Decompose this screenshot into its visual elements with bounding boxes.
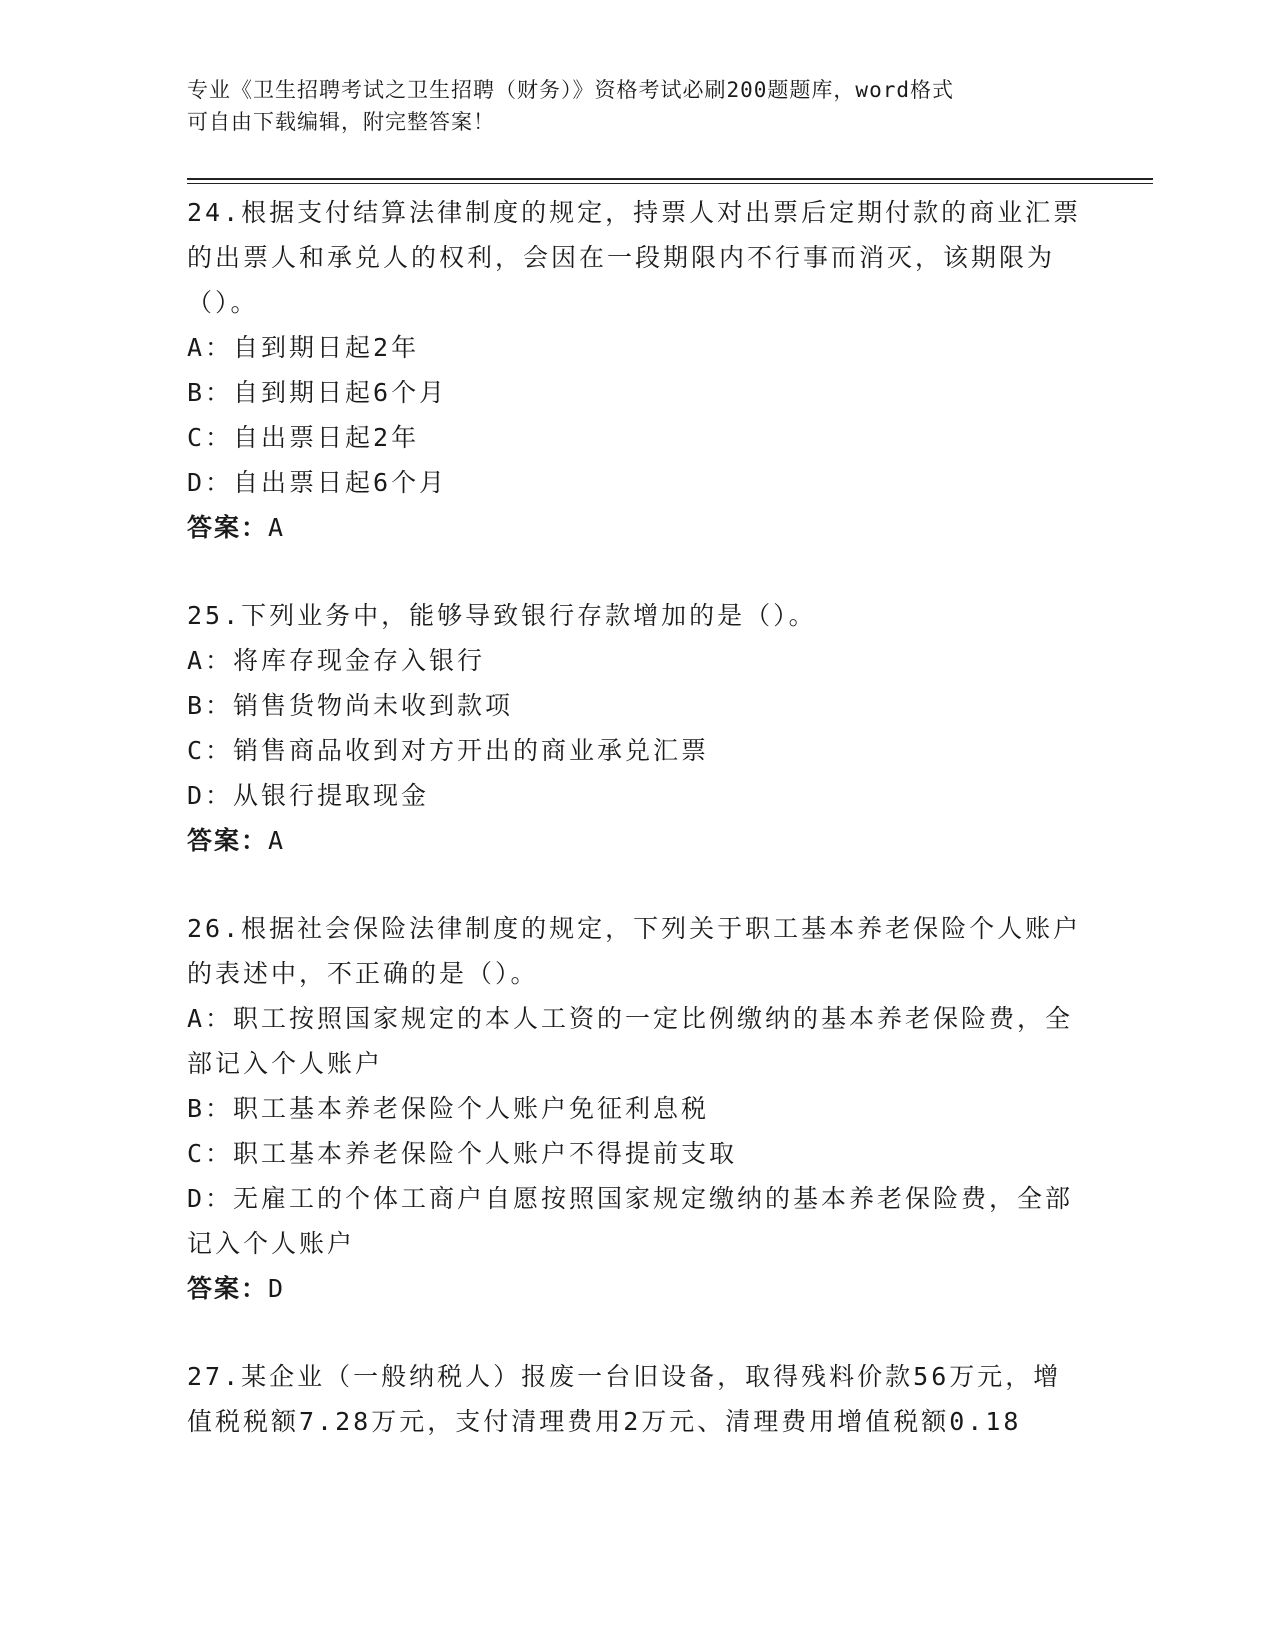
question-stem: 24.根据支付结算法律制度的规定，持票人对出票后定期付款的商业汇票的出票人和承兑人的权利，会因在一段期限内不行事而消灭，该期限为（）。 <box>187 198 1082 317</box>
option-a: A：自到期日起2年 <box>187 333 420 362</box>
header-line-1: 专业《卫生招聘考试之卫生招聘（财务）》资格考试必刷200题题库，word格式 <box>187 78 954 102</box>
option-c: C：职工基本养老保险个人账户不得提前支取 <box>187 1139 738 1168</box>
header-line-2: 可自由下载编辑，附完整答案！ <box>187 110 495 134</box>
option-c: C：自出票日起2年 <box>187 423 420 452</box>
answer-label: 答案： <box>187 513 269 542</box>
option-d: D：从银行提取现金 <box>187 781 430 810</box>
answer-value: A <box>268 513 287 542</box>
answer-value: D <box>268 1274 287 1303</box>
option-c: C：销售商品收到对方开出的商业承兑汇票 <box>187 736 710 765</box>
question-26 <box>187 906 1087 1311</box>
header-divider-thick <box>187 178 1153 180</box>
document-header <box>187 74 1067 138</box>
option-a: A：职工按照国家规定的本人工资的一定比例缴纳的基本养老保险费，全部记入个人账户 <box>187 1004 1074 1078</box>
question-27 <box>187 1354 1087 1444</box>
answer-label: 答案： <box>187 826 269 855</box>
answer-label: 答案： <box>187 1274 269 1303</box>
question-stem: 27.某企业（一般纳税人）报废一台旧设备，取得残料价款56万元，增值税税额7.28万元，支付清理费用2万元、清理费用增值税额0.18 <box>187 1362 1062 1436</box>
question-25 <box>187 593 1087 863</box>
question-list <box>187 190 1087 1487</box>
answer-line <box>187 505 1087 550</box>
option-b: B：职工基本养老保险个人账户免征利息税 <box>187 1094 710 1123</box>
option-b: B：自到期日起6个月 <box>187 378 448 407</box>
question-stem: 26.根据社会保险法律制度的规定，下列关于职工基本养老保险个人账户的表述中，不正确的是（）。 <box>187 914 1082 988</box>
question-stem: 25.下列业务中，能够导致银行存款增加的是（）。 <box>187 601 817 630</box>
option-b: B：销售货物尚未收到款项 <box>187 691 514 720</box>
answer-line <box>187 818 1087 863</box>
option-d: D：自出票日起6个月 <box>187 468 448 497</box>
answer-value: A <box>268 826 287 855</box>
answer-line <box>187 1266 1087 1311</box>
option-a: A：将库存现金存入银行 <box>187 646 486 675</box>
header-divider-thin <box>187 183 1153 184</box>
option-d: D：无雇工的个体工商户自愿按照国家规定缴纳的基本养老保险费，全部记入个人账户 <box>187 1184 1074 1258</box>
question-24 <box>187 190 1087 550</box>
